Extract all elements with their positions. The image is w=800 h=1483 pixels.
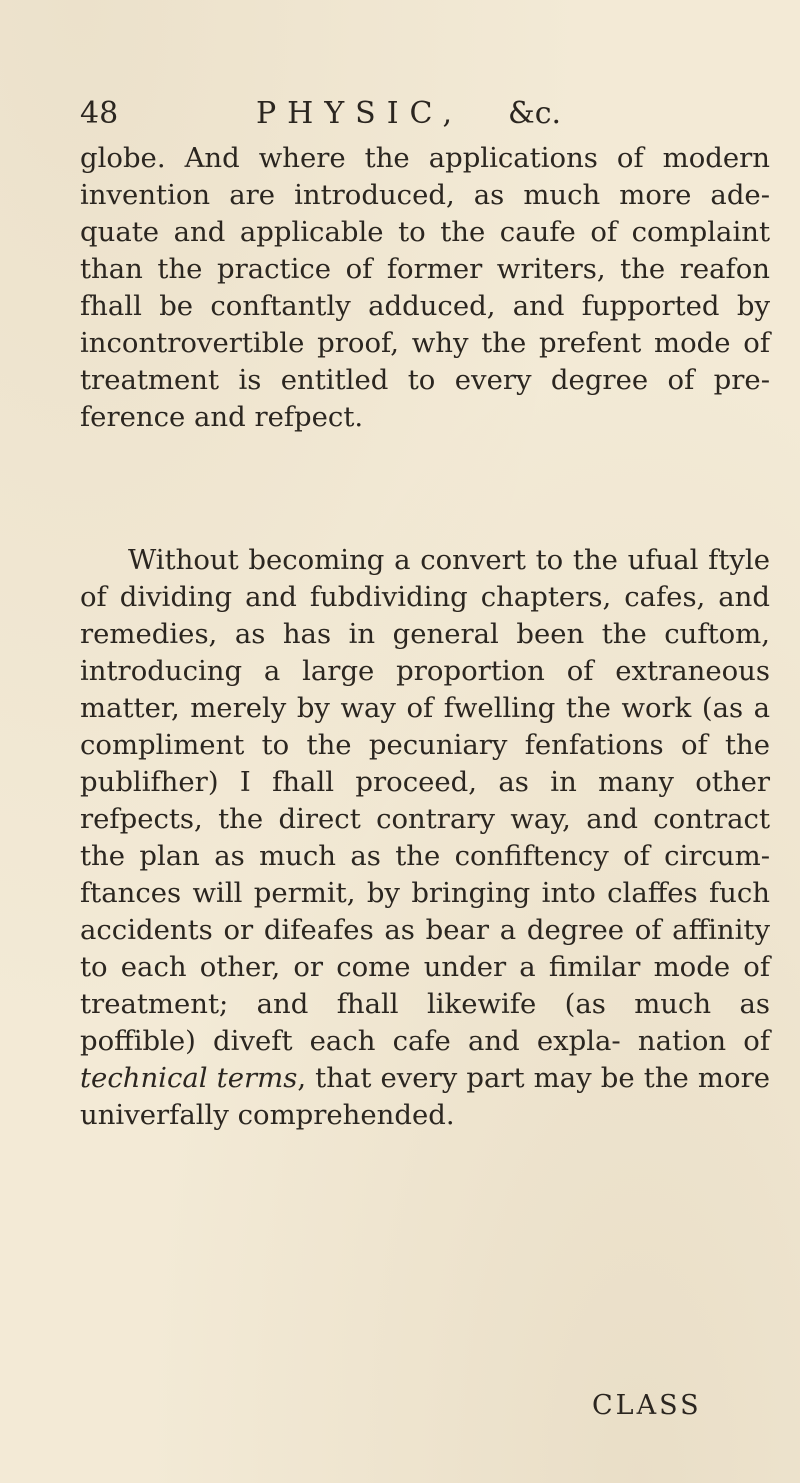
running-title: PHYSIC, — [256, 96, 463, 131]
running-title-etc: &c. — [508, 96, 562, 131]
page-number: 48 — [80, 96, 119, 131]
paragraph-2 — [80, 542, 770, 1134]
running-header — [80, 92, 770, 136]
paragraph-1: globe. And where the applications of modern invention are introduced, as much more ade- quate and applicable to the caufe of complaint than the practice of former writers, the reafon fhall be conftantly adduced, and fupported by incontrovertible proof, why the prefent mode of treatment is entitled to every degree of pre- ference and refpect. — [80, 142, 770, 433]
paragraph-2-text: Without becoming a convert to the ufual ftyle of dividing and fubdividing chapters, cafes, and remedies, as has in general been the cuftom, introducing a large proportion of extraneous matter, merely by way of fwelling the work (as a compliment to the pecuniary fenfations of the publifher) I fhall proceed, as in many other refpects, the direct contrary way, and contract the plan as much as the confiftency of circum- ftances will permit, by bringing into claffes fuch accidents or difeafes as bear a degree of affinity to each other, or come under a fimilar mode of treatment; and fhall likewife (as much as poffible) diveft each cafe and expla- nation of — [80, 544, 770, 1057]
paragraph-2-text-end: , that every part may be the more univerfally comprehended. — [80, 1062, 770, 1131]
catchword: CLASS — [592, 1390, 702, 1421]
paragraph-2-italic-phrase: technical terms — [80, 1062, 298, 1094]
